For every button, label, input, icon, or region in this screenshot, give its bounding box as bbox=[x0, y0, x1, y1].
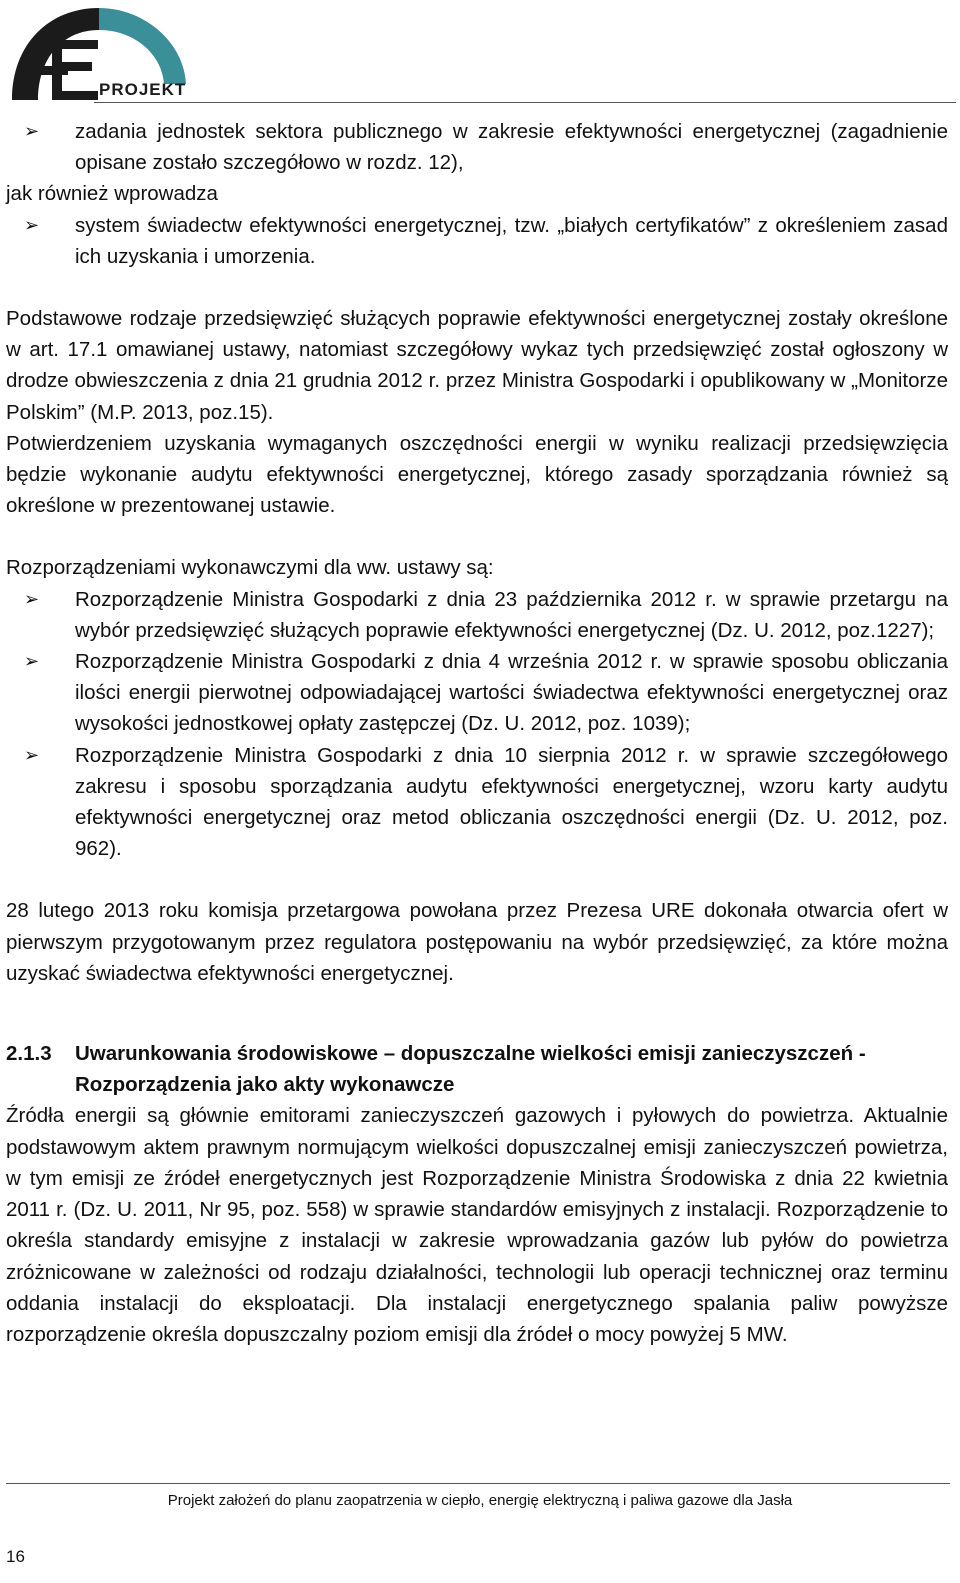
list-item bbox=[6, 740, 948, 865]
document-body bbox=[6, 116, 948, 1350]
list-item-text: system świadectw efektywności energetycznej, tzw. „białych certyfikatów” z określeniem zasad ich uzyskania i umorzenia. bbox=[75, 213, 948, 268]
arrow-bullet-icon: ➢ bbox=[24, 744, 40, 765]
arrow-bullet-icon: ➢ bbox=[24, 121, 40, 141]
section-heading bbox=[6, 1038, 948, 1100]
list-item bbox=[6, 646, 948, 740]
list-item-text: Rozporządzenie Ministra Gospodarki z dnia 23 października 2012 r. w sprawie przetargu na wybór przedsięwzięć służących poprawie efektywności energetycznej (Dz. U. 2012, poz.1227); bbox=[75, 587, 948, 642]
arrow-bullet-icon: ➢ bbox=[24, 651, 40, 672]
intro-bullet-list-2 bbox=[6, 210, 948, 272]
intro-continuation: jak również wprowadza bbox=[6, 182, 218, 206]
arrow-bullet-icon: ➢ bbox=[24, 214, 40, 235]
section-title: Uwarunkowania środowiskowe – dopuszczalne wielkości emisji zanieczyszczeń - Rozporządzenia jako akty wykonawcze bbox=[75, 1042, 866, 1097]
arrow-bullet-icon: ➢ bbox=[24, 588, 40, 609]
paragraph: Źródła energii są głównie emitorami zanieczyszczeń gazowych i pyłowych do powietrza. Aktualnie podstawowym aktem prawnym normującym wielkości dopuszczalnej emisji zanieczyszczeń powietrza, w tym emisji ze źródeł energetycznych jest Rozporządzenie Ministra Środowiska z dnia 22 kwietnia 2011 r. (Dz. U. 2011, Nr 95, poz. 558) w sprawie standardów emisyjnych z instalacji. Rozporządzenie to określa standardy emisyjne z instalacji w zakresie wprowadzania gazów lub pyłów do powietrza zróżnicowane w zależności od rodzaju działalności, technologii lub operacji technicznej oraz terminu oddania instalacji do eksploatacji. Dla instalacji energetycznego spalania paliw powyższe rozporządzenie określa dopuszczalny poziom emisji dla źródeł o mocy powyżej 5 MW. bbox=[6, 1104, 948, 1346]
page-number: 16 bbox=[6, 1547, 25, 1566]
list-item-text: Rozporządzenie Ministra Gospodarki z dnia 4 września 2012 r. w sprawie sposobu obliczania ilości energii pierwotnej odpowiadającej wartości świadectwa efektywności energetycznej oraz wysokości jednostkowej opłaty zastępczej (Dz. U. 2012, poz. 1039); bbox=[75, 650, 948, 736]
section-number: 2.1.3 bbox=[6, 1042, 52, 1066]
list-item bbox=[6, 584, 948, 646]
regulations-intro: Rozporządzeniami wykonawczymi dla ww. ustawy są: bbox=[6, 556, 494, 580]
footer-divider bbox=[6, 1483, 950, 1484]
list-item-text: zadania jednostek sektora publicznego w zakresie efektywności energetycznej (zagadnienie opisane zostało szczegółowo w rozdz. 12), bbox=[75, 120, 948, 175]
logo-text: PROJEKT bbox=[99, 80, 187, 99]
paragraph: 28 lutego 2013 roku komisja przetargowa powołana przez Prezesa URE dokonała otwarcia ofert w pierwszym przygotowanym przez regulatora postępowaniu na wybór przedsięwzięć, za które można uzyskać świadectwa efektywności energetycznej. bbox=[6, 899, 948, 985]
list-item bbox=[6, 210, 948, 272]
list-item bbox=[6, 116, 948, 178]
header-divider bbox=[94, 102, 956, 103]
paragraph: Potwierdzeniem uzyskania wymaganych oszczędności energii w wyniku realizacji przedsięwzięcia będzie wykonanie audytu efektywności energetycznej, którego zasady sporządzania również są określone w prezentowanej ustawie. bbox=[6, 431, 948, 518]
list-item-text: Rozporządzenie Ministra Gospodarki z dnia 10 sierpnia 2012 r. w sprawie szczegółowego zakresu i sposobu sporządzania audytu efektywności energetycznej, wzoru karty audytu efektywności energetycznej oraz metod obliczania oszczędności energii (Dz. U. 2012, poz. 962). bbox=[75, 743, 948, 861]
paragraph: Podstawowe rodzaje przedsięwzięć służących poprawie efektywności energetycznej zostały określone w art. 17.1 omawianej ustawy, natomiast szczegółowy wykaz tych przedsięwzięć został ogłoszony w drodze obwieszczenia z dnia 21 grudnia 2012 r. przez Ministra Gospodarki i opublikowany w „Monitorze Polskim” (M.P. 2013, poz.15). bbox=[6, 307, 948, 424]
footer-text: Projekt założeń do planu zaopatrzenia w ciepło, energię elektryczną i paliwa gazowe dla Jasła bbox=[167, 1492, 793, 1509]
regulations-list bbox=[6, 584, 948, 865]
intro-bullet-list bbox=[6, 116, 948, 178]
